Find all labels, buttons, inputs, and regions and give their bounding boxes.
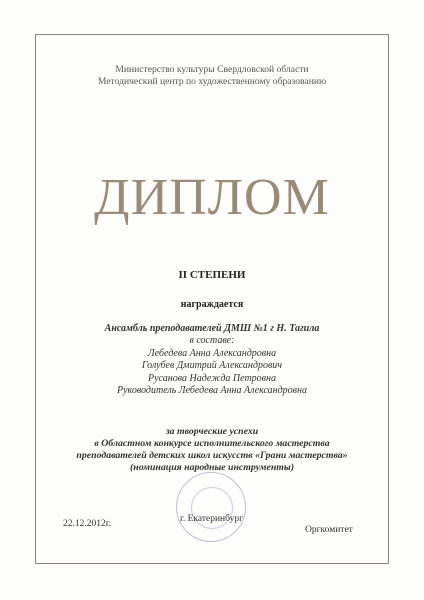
achievement-line: преподавателей детских школ искусств «Грани мастерства» <box>76 450 348 461</box>
composition-label: в составе: <box>189 335 235 347</box>
achievement-line: в Областном конкурсе исполнительского мастерства <box>94 438 330 449</box>
organizing-committee: Оргкомитет <box>305 525 353 535</box>
degree-label: II СТЕПЕНИ <box>178 269 246 281</box>
ministry-line-2: Методический центр по художественному образованию <box>97 76 327 87</box>
member-item: Голубев Дмитрий Александрович <box>141 360 283 372</box>
achievement-block <box>0 426 424 474</box>
ministry-line-1: Министерство культуры Свердловской области <box>115 64 309 75</box>
achievement-line: за творческие успехи <box>165 426 259 437</box>
issue-date: 22.12.2012г. <box>63 519 111 529</box>
member-item: Лебедева Анна Александровна <box>147 347 277 359</box>
member-item: Руководитель Лебедева Анна Александровна <box>117 385 307 397</box>
diploma-title: ДИПЛОМ <box>94 169 330 226</box>
awarded-label: награждается <box>180 299 244 310</box>
ensemble-name: Ансамбль преподавателей ДМШ №1 г Н. Тагила <box>104 323 320 334</box>
member-item: Русанова Надежда Петровна <box>148 372 276 384</box>
ministry-header <box>0 64 424 88</box>
official-stamp <box>176 472 246 542</box>
achievement-line: (номинация народные инструменты) <box>130 462 294 473</box>
ensemble-block <box>0 323 424 397</box>
issue-city: г. Екатеринбург <box>180 514 243 524</box>
